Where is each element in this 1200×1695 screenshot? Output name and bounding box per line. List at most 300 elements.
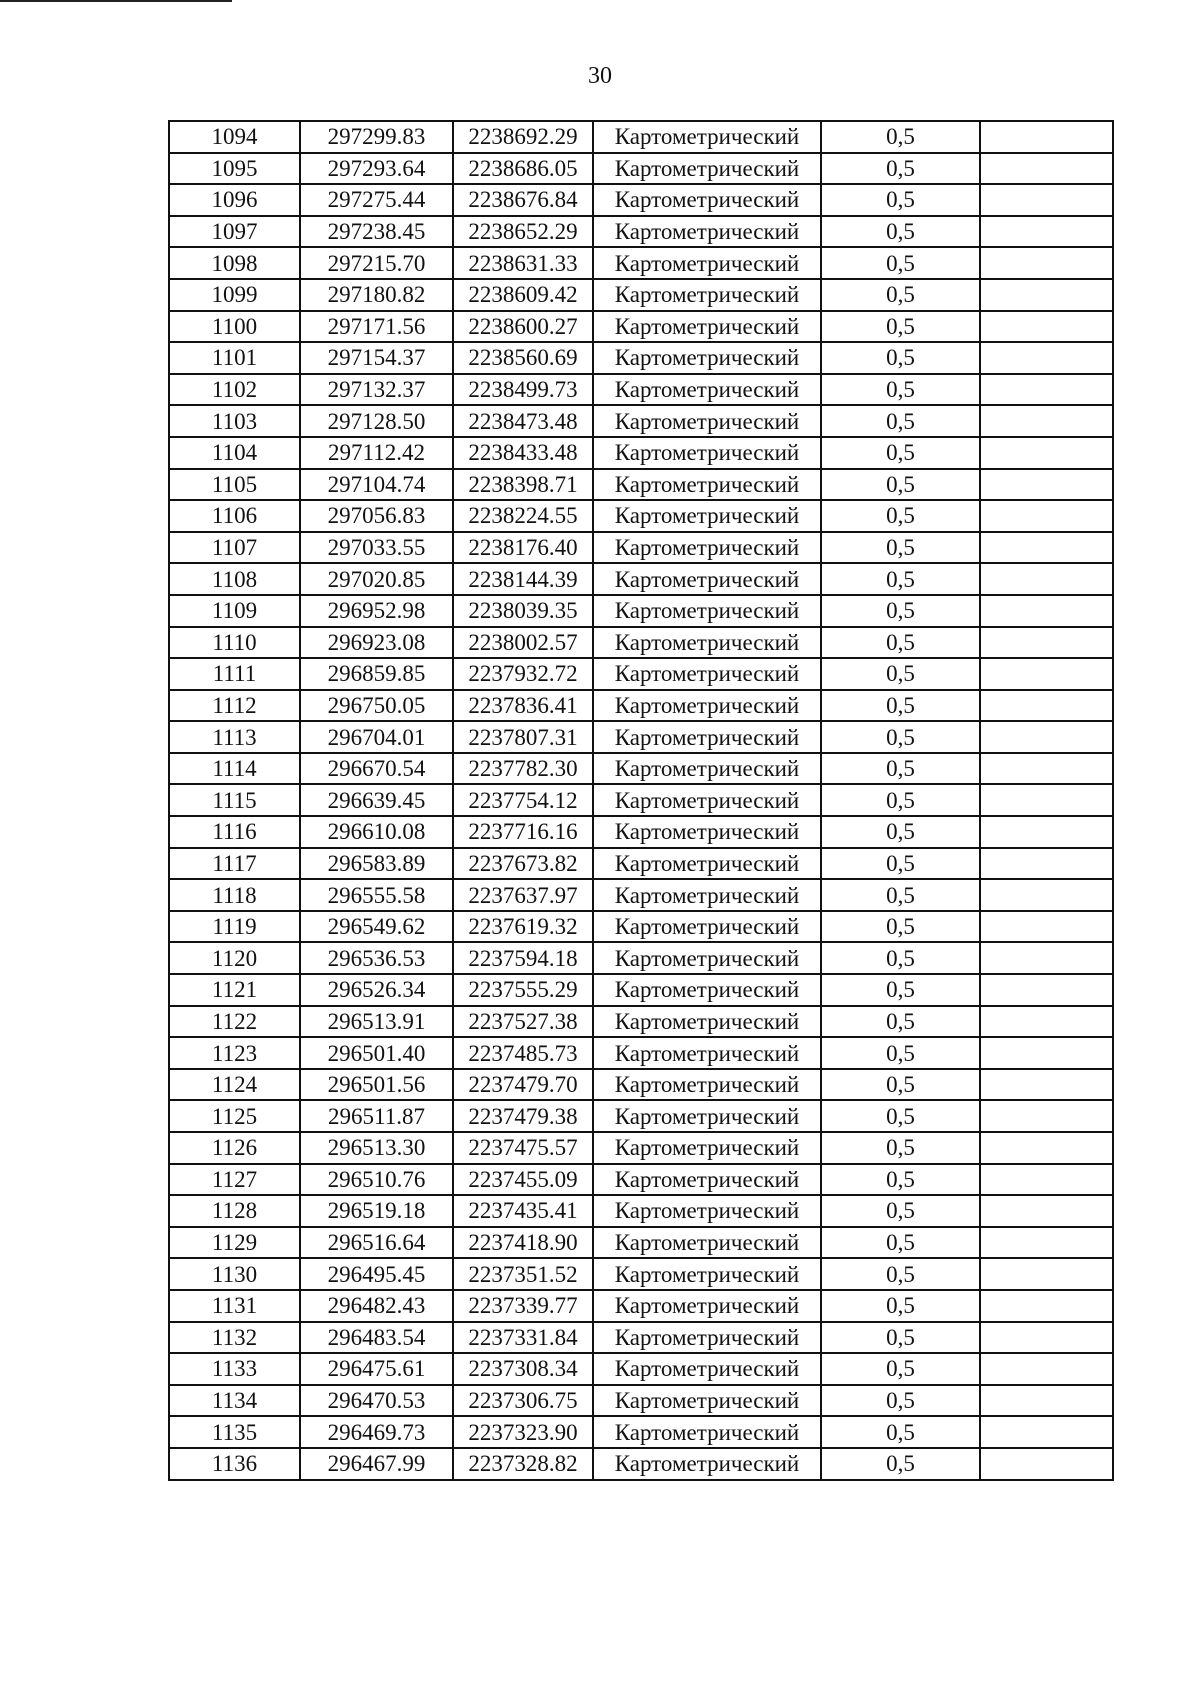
table-row <box>169 1132 1113 1164</box>
point-number-cell: 1112 <box>169 690 300 722</box>
method-cell: Картометрический <box>593 1322 821 1354</box>
page-number: 30 <box>588 63 612 89</box>
method-cell: Картометрический <box>593 184 821 216</box>
table-row <box>169 1290 1113 1322</box>
x-coordinate-cell: 296469.73 <box>300 1416 453 1448</box>
point-number-cell: 1104 <box>169 437 300 469</box>
accuracy-cell: 0,5 <box>821 690 980 722</box>
x-coordinate-cell: 296610.08 <box>300 816 453 848</box>
method-cell: Картометрический <box>593 911 821 943</box>
y-coordinate-cell: 2238144.39 <box>453 563 593 595</box>
x-coordinate-cell: 296513.91 <box>300 1006 453 1038</box>
x-coordinate-cell: 297132.37 <box>300 374 453 406</box>
table-row <box>169 942 1113 974</box>
accuracy-cell: 0,5 <box>821 1100 980 1132</box>
y-coordinate-cell: 2238631.33 <box>453 247 593 279</box>
accuracy-cell: 0,5 <box>821 784 980 816</box>
x-coordinate-cell: 297293.64 <box>300 153 453 185</box>
point-number-cell: 1136 <box>169 1448 300 1480</box>
method-cell: Картометрический <box>593 1164 821 1196</box>
x-coordinate-cell: 296513.30 <box>300 1132 453 1164</box>
y-coordinate-cell: 2237479.38 <box>453 1100 593 1132</box>
x-coordinate-cell: 296859.85 <box>300 658 453 690</box>
table-row <box>169 1164 1113 1196</box>
point-number-cell: 1101 <box>169 342 300 374</box>
point-number-cell: 1098 <box>169 247 300 279</box>
description-cell <box>980 1069 1113 1101</box>
point-number-cell: 1127 <box>169 1164 300 1196</box>
y-coordinate-cell: 2238499.73 <box>453 374 593 406</box>
table-row <box>169 247 1113 279</box>
table-row <box>169 405 1113 437</box>
table-row <box>169 753 1113 785</box>
point-number-cell: 1120 <box>169 942 300 974</box>
method-cell: Картометрический <box>593 563 821 595</box>
description-cell <box>980 1353 1113 1385</box>
x-coordinate-cell: 296501.56 <box>300 1069 453 1101</box>
y-coordinate-cell: 2237339.77 <box>453 1290 593 1322</box>
y-coordinate-cell: 2237485.73 <box>453 1037 593 1069</box>
table-row <box>169 911 1113 943</box>
method-cell: Картометрический <box>593 690 821 722</box>
table-row <box>169 595 1113 627</box>
table-row <box>169 784 1113 816</box>
method-cell: Картометрический <box>593 974 821 1006</box>
method-cell: Картометрический <box>593 1037 821 1069</box>
method-cell: Картометрический <box>593 848 821 880</box>
point-number-cell: 1111 <box>169 658 300 690</box>
x-coordinate-cell: 296526.34 <box>300 974 453 1006</box>
method-cell: Картометрический <box>593 374 821 406</box>
point-number-cell: 1100 <box>169 311 300 343</box>
table-row <box>169 1037 1113 1069</box>
description-cell <box>980 658 1113 690</box>
accuracy-cell: 0,5 <box>821 1164 980 1196</box>
method-cell: Картометрический <box>593 753 821 785</box>
y-coordinate-cell: 2237555.29 <box>453 974 593 1006</box>
x-coordinate-cell: 296483.54 <box>300 1322 453 1354</box>
point-number-cell: 1119 <box>169 911 300 943</box>
description-cell <box>980 247 1113 279</box>
method-cell: Картометрический <box>593 469 821 501</box>
point-number-cell: 1094 <box>169 121 300 153</box>
table-row <box>169 658 1113 690</box>
point-number-cell: 1122 <box>169 1006 300 1038</box>
point-number-cell: 1135 <box>169 1416 300 1448</box>
y-coordinate-cell: 2237527.38 <box>453 1006 593 1038</box>
y-coordinate-cell: 2238609.42 <box>453 279 593 311</box>
y-coordinate-cell: 2238560.69 <box>453 342 593 374</box>
accuracy-cell: 0,5 <box>821 311 980 343</box>
point-number-cell: 1113 <box>169 721 300 753</box>
method-cell: Картометрический <box>593 247 821 279</box>
method-cell: Картометрический <box>593 784 821 816</box>
y-coordinate-cell: 2237331.84 <box>453 1322 593 1354</box>
method-cell: Картометрический <box>593 627 821 659</box>
x-coordinate-cell: 296482.43 <box>300 1290 453 1322</box>
description-cell <box>980 627 1113 659</box>
accuracy-cell: 0,5 <box>821 1195 980 1227</box>
x-coordinate-cell: 296519.18 <box>300 1195 453 1227</box>
description-cell <box>980 121 1113 153</box>
point-number-cell: 1128 <box>169 1195 300 1227</box>
point-number-cell: 1124 <box>169 1069 300 1101</box>
method-cell: Картометрический <box>593 500 821 532</box>
accuracy-cell: 0,5 <box>821 563 980 595</box>
method-cell: Картометрический <box>593 405 821 437</box>
table-row <box>169 1416 1113 1448</box>
x-coordinate-cell: 297154.37 <box>300 342 453 374</box>
description-cell <box>980 942 1113 974</box>
description-cell <box>980 784 1113 816</box>
accuracy-cell: 0,5 <box>821 279 980 311</box>
description-cell <box>980 690 1113 722</box>
y-coordinate-cell: 2237351.52 <box>453 1258 593 1290</box>
description-cell <box>980 1258 1113 1290</box>
x-coordinate-cell: 296495.45 <box>300 1258 453 1290</box>
point-number-cell: 1106 <box>169 500 300 532</box>
table-row <box>169 437 1113 469</box>
y-coordinate-cell: 2238039.35 <box>453 595 593 627</box>
point-number-cell: 1110 <box>169 627 300 659</box>
table-row <box>169 721 1113 753</box>
accuracy-cell: 0,5 <box>821 1069 980 1101</box>
accuracy-cell: 0,5 <box>821 500 980 532</box>
method-cell: Картометрический <box>593 1227 821 1259</box>
method-cell: Картометрический <box>593 121 821 153</box>
description-cell <box>980 216 1113 248</box>
point-number-cell: 1125 <box>169 1100 300 1132</box>
y-coordinate-cell: 2237782.30 <box>453 753 593 785</box>
method-cell: Картометрический <box>593 216 821 248</box>
x-coordinate-cell: 297112.42 <box>300 437 453 469</box>
method-cell: Картометрический <box>593 437 821 469</box>
description-cell <box>980 279 1113 311</box>
accuracy-cell: 0,5 <box>821 216 980 248</box>
x-coordinate-cell: 296470.53 <box>300 1385 453 1417</box>
accuracy-cell: 0,5 <box>821 974 980 1006</box>
x-coordinate-cell: 296536.53 <box>300 942 453 974</box>
table-row <box>169 848 1113 880</box>
point-number-cell: 1132 <box>169 1322 300 1354</box>
method-cell: Картометрический <box>593 942 821 974</box>
y-coordinate-cell: 2238600.27 <box>453 311 593 343</box>
y-coordinate-cell: 2237328.82 <box>453 1448 593 1480</box>
description-cell <box>980 1290 1113 1322</box>
x-coordinate-cell: 296670.54 <box>300 753 453 785</box>
accuracy-cell: 0,5 <box>821 405 980 437</box>
method-cell: Картометрический <box>593 816 821 848</box>
point-number-cell: 1123 <box>169 1037 300 1069</box>
table-row <box>169 1195 1113 1227</box>
method-cell: Картометрический <box>593 279 821 311</box>
y-coordinate-cell: 2238692.29 <box>453 121 593 153</box>
table-row <box>169 279 1113 311</box>
table-row <box>169 1006 1113 1038</box>
point-number-cell: 1117 <box>169 848 300 880</box>
table-row <box>169 879 1113 911</box>
description-cell <box>980 1322 1113 1354</box>
accuracy-cell: 0,5 <box>821 595 980 627</box>
x-coordinate-cell: 296549.62 <box>300 911 453 943</box>
method-cell: Картометрический <box>593 1448 821 1480</box>
x-coordinate-cell: 296750.05 <box>300 690 453 722</box>
description-cell <box>980 437 1113 469</box>
method-cell: Картометрический <box>593 1195 821 1227</box>
y-coordinate-cell: 2238224.55 <box>453 500 593 532</box>
accuracy-cell: 0,5 <box>821 942 980 974</box>
description-cell <box>980 911 1113 943</box>
y-coordinate-cell: 2237754.12 <box>453 784 593 816</box>
point-number-cell: 1105 <box>169 469 300 501</box>
table-row <box>169 216 1113 248</box>
method-cell: Картометрический <box>593 1132 821 1164</box>
x-coordinate-cell: 296704.01 <box>300 721 453 753</box>
accuracy-cell: 0,5 <box>821 184 980 216</box>
y-coordinate-cell: 2237807.31 <box>453 721 593 753</box>
accuracy-cell: 0,5 <box>821 1290 980 1322</box>
x-coordinate-cell: 296555.58 <box>300 879 453 911</box>
description-cell <box>980 1195 1113 1227</box>
accuracy-cell: 0,5 <box>821 1227 980 1259</box>
description-cell <box>980 311 1113 343</box>
x-coordinate-cell: 296467.99 <box>300 1448 453 1480</box>
method-cell: Картометрический <box>593 1290 821 1322</box>
description-cell <box>980 816 1113 848</box>
description-cell <box>980 848 1113 880</box>
accuracy-cell: 0,5 <box>821 1385 980 1417</box>
point-number-cell: 1095 <box>169 153 300 185</box>
accuracy-cell: 0,5 <box>821 1416 980 1448</box>
table-row <box>169 974 1113 1006</box>
description-cell <box>980 1385 1113 1417</box>
y-coordinate-cell: 2237475.57 <box>453 1132 593 1164</box>
point-number-cell: 1116 <box>169 816 300 848</box>
table-row <box>169 1227 1113 1259</box>
accuracy-cell: 0,5 <box>821 1322 980 1354</box>
point-number-cell: 1126 <box>169 1132 300 1164</box>
description-cell <box>980 595 1113 627</box>
method-cell: Картометрический <box>593 1069 821 1101</box>
y-coordinate-cell: 2238398.71 <box>453 469 593 501</box>
table-row <box>169 1353 1113 1385</box>
method-cell: Картометрический <box>593 153 821 185</box>
y-coordinate-cell: 2237673.82 <box>453 848 593 880</box>
description-cell <box>980 532 1113 564</box>
accuracy-cell: 0,5 <box>821 437 980 469</box>
point-number-cell: 1129 <box>169 1227 300 1259</box>
y-coordinate-cell: 2237619.32 <box>453 911 593 943</box>
accuracy-cell: 0,5 <box>821 721 980 753</box>
table-row <box>169 532 1113 564</box>
x-coordinate-cell: 297033.55 <box>300 532 453 564</box>
table-row <box>169 690 1113 722</box>
y-coordinate-cell: 2237716.16 <box>453 816 593 848</box>
point-number-cell: 1114 <box>169 753 300 785</box>
accuracy-cell: 0,5 <box>821 658 980 690</box>
y-coordinate-cell: 2237637.97 <box>453 879 593 911</box>
table-row <box>169 121 1113 153</box>
x-coordinate-cell: 296475.61 <box>300 1353 453 1385</box>
accuracy-cell: 0,5 <box>821 848 980 880</box>
point-number-cell: 1130 <box>169 1258 300 1290</box>
top-rule <box>0 0 232 2</box>
x-coordinate-cell: 297180.82 <box>300 279 453 311</box>
accuracy-cell: 0,5 <box>821 121 980 153</box>
description-cell <box>980 469 1113 501</box>
y-coordinate-cell: 2238676.84 <box>453 184 593 216</box>
description-cell <box>980 1006 1113 1038</box>
accuracy-cell: 0,5 <box>821 153 980 185</box>
description-cell <box>980 184 1113 216</box>
x-coordinate-cell: 297104.74 <box>300 469 453 501</box>
y-coordinate-cell: 2237308.34 <box>453 1353 593 1385</box>
x-coordinate-cell: 297275.44 <box>300 184 453 216</box>
y-coordinate-cell: 2238002.57 <box>453 627 593 659</box>
method-cell: Картометрический <box>593 1258 821 1290</box>
x-coordinate-cell: 296923.08 <box>300 627 453 659</box>
accuracy-cell: 0,5 <box>821 879 980 911</box>
table-row <box>169 311 1113 343</box>
description-cell <box>980 721 1113 753</box>
description-cell <box>980 753 1113 785</box>
method-cell: Картометрический <box>593 658 821 690</box>
accuracy-cell: 0,5 <box>821 532 980 564</box>
table-row <box>169 184 1113 216</box>
method-cell: Картометрический <box>593 342 821 374</box>
accuracy-cell: 0,5 <box>821 374 980 406</box>
description-cell <box>980 1416 1113 1448</box>
point-number-cell: 1108 <box>169 563 300 595</box>
table-row <box>169 1258 1113 1290</box>
table-row <box>169 342 1113 374</box>
point-number-cell: 1097 <box>169 216 300 248</box>
x-coordinate-cell: 296952.98 <box>300 595 453 627</box>
table-row <box>169 469 1113 501</box>
accuracy-cell: 0,5 <box>821 1132 980 1164</box>
description-cell <box>980 563 1113 595</box>
table-row <box>169 816 1113 848</box>
method-cell: Картометрический <box>593 1385 821 1417</box>
y-coordinate-cell: 2238433.48 <box>453 437 593 469</box>
table-row <box>169 1069 1113 1101</box>
y-coordinate-cell: 2237435.41 <box>453 1195 593 1227</box>
y-coordinate-cell: 2237932.72 <box>453 658 593 690</box>
table-row <box>169 1448 1113 1480</box>
y-coordinate-cell: 2238652.29 <box>453 216 593 248</box>
method-cell: Картометрический <box>593 1006 821 1038</box>
y-coordinate-cell: 2238686.05 <box>453 153 593 185</box>
point-number-cell: 1118 <box>169 879 300 911</box>
method-cell: Картометрический <box>593 1353 821 1385</box>
table-row <box>169 1322 1113 1354</box>
x-coordinate-cell: 297171.56 <box>300 311 453 343</box>
accuracy-cell: 0,5 <box>821 816 980 848</box>
coordinates-table-body <box>169 121 1113 1480</box>
description-cell <box>980 500 1113 532</box>
point-number-cell: 1121 <box>169 974 300 1006</box>
y-coordinate-cell: 2237306.75 <box>453 1385 593 1417</box>
x-coordinate-cell: 297128.50 <box>300 405 453 437</box>
x-coordinate-cell: 297215.70 <box>300 247 453 279</box>
x-coordinate-cell: 296510.76 <box>300 1164 453 1196</box>
x-coordinate-cell: 296516.64 <box>300 1227 453 1259</box>
x-coordinate-cell: 297238.45 <box>300 216 453 248</box>
accuracy-cell: 0,5 <box>821 342 980 374</box>
coordinates-table <box>168 120 1114 1481</box>
y-coordinate-cell: 2237836.41 <box>453 690 593 722</box>
x-coordinate-cell: 297056.83 <box>300 500 453 532</box>
point-number-cell: 1109 <box>169 595 300 627</box>
table-row <box>169 153 1113 185</box>
point-number-cell: 1099 <box>169 279 300 311</box>
table-row <box>169 374 1113 406</box>
point-number-cell: 1096 <box>169 184 300 216</box>
table-row <box>169 1100 1113 1132</box>
description-cell <box>980 1227 1113 1259</box>
point-number-cell: 1131 <box>169 1290 300 1322</box>
method-cell: Картометрический <box>593 721 821 753</box>
x-coordinate-cell: 296639.45 <box>300 784 453 816</box>
point-number-cell: 1102 <box>169 374 300 406</box>
point-number-cell: 1103 <box>169 405 300 437</box>
accuracy-cell: 0,5 <box>821 753 980 785</box>
description-cell <box>980 1100 1113 1132</box>
method-cell: Картометрический <box>593 532 821 564</box>
method-cell: Картометрический <box>593 1416 821 1448</box>
point-number-cell: 1133 <box>169 1353 300 1385</box>
accuracy-cell: 0,5 <box>821 1037 980 1069</box>
description-cell <box>980 405 1113 437</box>
y-coordinate-cell: 2237455.09 <box>453 1164 593 1196</box>
accuracy-cell: 0,5 <box>821 1006 980 1038</box>
description-cell <box>980 879 1113 911</box>
point-number-cell: 1134 <box>169 1385 300 1417</box>
accuracy-cell: 0,5 <box>821 247 980 279</box>
accuracy-cell: 0,5 <box>821 627 980 659</box>
y-coordinate-cell: 2237418.90 <box>453 1227 593 1259</box>
accuracy-cell: 0,5 <box>821 911 980 943</box>
table-row <box>169 500 1113 532</box>
y-coordinate-cell: 2238473.48 <box>453 405 593 437</box>
y-coordinate-cell: 2237323.90 <box>453 1416 593 1448</box>
description-cell <box>980 342 1113 374</box>
y-coordinate-cell: 2237479.70 <box>453 1069 593 1101</box>
description-cell <box>980 153 1113 185</box>
table-row <box>169 563 1113 595</box>
table-row <box>169 627 1113 659</box>
description-cell <box>980 1448 1113 1480</box>
x-coordinate-cell: 296583.89 <box>300 848 453 880</box>
table-row <box>169 1385 1113 1417</box>
accuracy-cell: 0,5 <box>821 1258 980 1290</box>
method-cell: Картометрический <box>593 311 821 343</box>
description-cell <box>980 974 1113 1006</box>
x-coordinate-cell: 296501.40 <box>300 1037 453 1069</box>
x-coordinate-cell: 297020.85 <box>300 563 453 595</box>
x-coordinate-cell: 296511.87 <box>300 1100 453 1132</box>
point-number-cell: 1115 <box>169 784 300 816</box>
description-cell <box>980 1132 1113 1164</box>
accuracy-cell: 0,5 <box>821 469 980 501</box>
method-cell: Картометрический <box>593 595 821 627</box>
y-coordinate-cell: 2238176.40 <box>453 532 593 564</box>
x-coordinate-cell: 297299.83 <box>300 121 453 153</box>
description-cell <box>980 1164 1113 1196</box>
accuracy-cell: 0,5 <box>821 1353 980 1385</box>
point-number-cell: 1107 <box>169 532 300 564</box>
description-cell <box>980 1037 1113 1069</box>
